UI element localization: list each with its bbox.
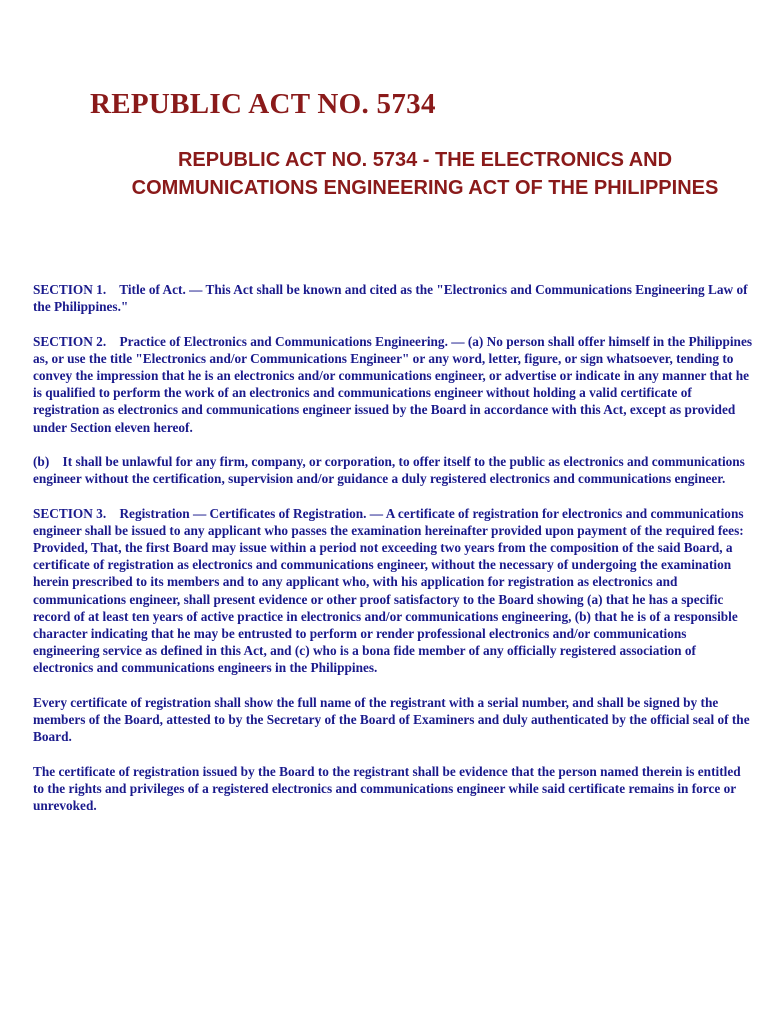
document-subtitle: REPUBLIC ACT NO. 5734 - THE ELECTRONICS AND COMMUNICATIONS ENGINEERING ACT OF THE PHILIPPINES bbox=[131, 149, 719, 199]
section-2b-paragraph: (b) It shall be unlawful for any firm, company, or corporation, to offer itself to the public as electronics and communications engineer without the certification, supervision and/or guidance a duly registered electronics and communications engineer. bbox=[33, 454, 749, 487]
document-body bbox=[33, 281, 756, 831]
section-3-paragraph: SECTION 3. Registration — Certificates of Registration. — A certificate of registration for electronics and communications engineer shall be issued to any applicant who passes the examination hereinafter provided upon payment of the required fees: Provided, That, the first Board may issue within a period not exceeding two years from the composition of the said Board, a certificate of registration as electronics and communications engineer, without the necessary of undergoing the examination herein prescribed to its members and to any applicant who, with his application for registration as electronics and communications engineer, shall present evidence or other proof satisfactory to the Board showing (a) that he has a specific record of at least ten years of active practice in electronics and/or communications engineering, (b) that he is of a responsible character indicating that he may be entrusted to perform or render professional electronics and/or communications engineering service as defined in this Act, and (c) who is a bona fide member of any officially registered association of electronics and communications engineers in the Philippines. bbox=[33, 505, 748, 676]
certificate-content-paragraph: Every certificate of registration shall show the full name of the registrant with a serial number, and shall be signed by the members of the Board, attested to by the Secretary of the Board of Examiners and duly authenticated by the official seal of the Board. bbox=[33, 694, 753, 745]
section-1-paragraph: SECTION 1. Title of Act. — This Act shall be known and cited as the "Electronics and Communications Engineering Law of the Philippines." bbox=[33, 282, 751, 315]
page-title: REPUBLIC ACT NO. 5734 bbox=[90, 88, 436, 120]
section-2a-paragraph: SECTION 2. Practice of Electronics and Communications Engineering. — (a) No person shall offer himself in the Philippines as, or use the title "Electronics and/or Communications Engineer" or any word, letter, figure, or sign whatsoever, tending to convey the impression that he is an electronics and/or communications engineer, or advertise or indicate in any manner that he is qualified to perform the work of an electronics and communications engineer without holding a valid certificate of registration as electronics and communications engineer issued by the Board in accordance with this Act, except as provided under Section eleven hereof. bbox=[33, 333, 756, 435]
certificate-evidence-paragraph: The certificate of registration issued by the Board to the registrant shall be evidence that the person named therein is entitled to the rights and privileges of a registered electronics and communications engineer while said certificate remains in force or unrevoked. bbox=[33, 763, 744, 814]
